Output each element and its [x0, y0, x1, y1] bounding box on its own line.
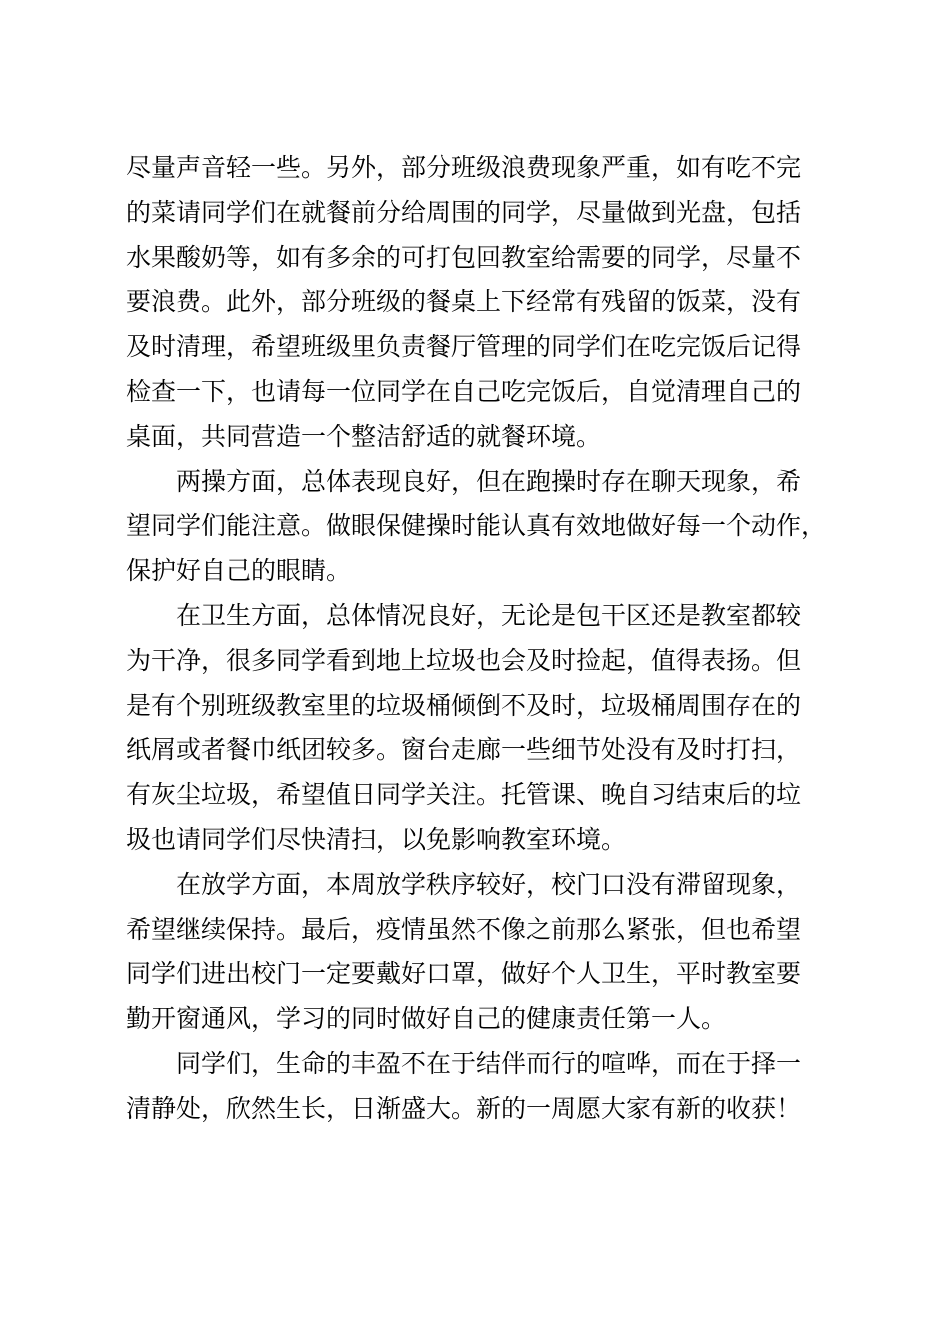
paragraph-dismissal	[126, 863, 846, 1042]
text-line: 保护好自己的眼睛。	[126, 556, 352, 586]
paragraph-canteen	[126, 146, 846, 460]
text-line: 检查一下，也请每一位同学在自己吃完饭后，自觉清理自己的	[126, 376, 802, 406]
text-line: 是有个别班级教室里的垃圾桶倾倒不及时，垃圾桶周围存在的	[126, 690, 802, 720]
text-line: 有灰尘垃圾，希望值日同学关注。托管课、晚自习结束后的垃	[126, 780, 802, 810]
text-line: 及时清理，希望班级里负责餐厅管理的同学们在吃完饭后记得	[126, 332, 802, 362]
text-line: 尽量声音轻一些。另外，部分班级浪费现象严重，如有吃不完	[126, 153, 802, 182]
text-line: 桌面，共同营造一个整洁舒适的就餐环境。	[126, 421, 602, 451]
text-line: 清静处，欣然生长，日渐盛大。新的一周愿大家有新的收获！	[126, 1093, 802, 1123]
text-line: 的菜请同学们在就餐前分给周围的同学，尽量做到光盘，包括	[126, 197, 802, 227]
text-line: 圾也请同学们尽快清扫，以免影响教室环境。	[126, 824, 627, 854]
text-line: 同学们，生命的丰盈不在于结伴而行的喧哗，而在于择一	[176, 1048, 802, 1078]
text-line: 在放学方面，本周放学秩序较好，校门口没有滞留现象，	[176, 869, 802, 899]
paragraph-hygiene	[126, 594, 846, 863]
text-line: 要浪费。此外，部分班级的餐桌上下经常有残留的饭菜，没有	[126, 287, 802, 317]
text-line: 勤开窗通风，学习的同时做好自己的健康责任第一人。	[126, 1004, 727, 1034]
text-line: 纸屑或者餐巾纸团较多。窗台走廊一些细节处没有及时打扫，	[126, 735, 802, 765]
document-body	[126, 146, 846, 1132]
text-line: 希望继续保持。最后，疫情虽然不像之前那么紧张，但也希望	[126, 914, 802, 944]
text-line: 望同学们能注意。做眼保健操时能认真有效地做好每一个动作，	[126, 511, 827, 541]
text-line: 水果酸奶等，如有多余的可打包回教室给需要的同学，尽量不	[126, 242, 802, 272]
text-line: 两操方面，总体表现良好，但在跑操时存在聊天现象，希	[176, 466, 802, 496]
paragraph-closing	[126, 1042, 846, 1132]
paragraph-exercises	[126, 460, 846, 594]
text-line: 为干净，很多同学看到地上垃圾也会及时捡起，值得表扬。但	[126, 645, 802, 675]
text-line: 同学们进出校门一定要戴好口罩，做好个人卫生，平时教室要	[126, 959, 802, 989]
text-line: 在卫生方面，总体情况良好，无论是包干区还是教室都较	[176, 600, 802, 630]
